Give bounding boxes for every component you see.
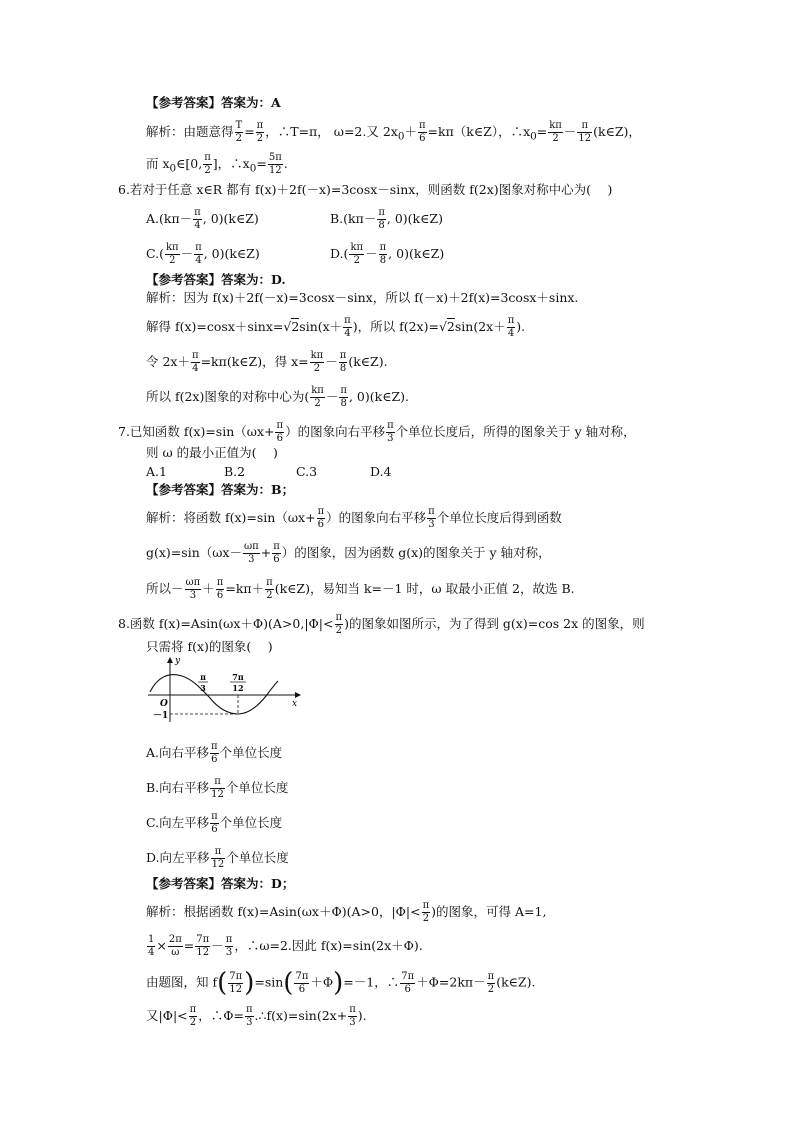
- q6-option-d: D.( $\frac{k\pi}{2}$ － $\frac{\pi}{8}$ , 0)(k∈Z): [330, 242, 445, 266]
- q8-option-a: A.向右平移 $\frac{\pi}{6}$ 个单位长度: [146, 741, 283, 765]
- q6-stem: 6.若对于任意 x∈R 都有 f(x)＋2f(－x)=3cosx－sinx，则函数 f(2x)图象对称中心为( ): [118, 182, 613, 197]
- q8-option-b: B.向右平移 $\frac{\pi}{12}$ 个单位长度: [146, 776, 289, 800]
- q6-explanation-1: 解析：因为 f(x)＋2f(－x)=3cosx－sinx，所以 f(－x)＋2f(x)=3cosx＋sinx.: [146, 290, 579, 305]
- q7-explanation-1: 解析：将函数 f(x)=sin（ωx+ $\frac{\pi}{6}$ ）的图象向右平移 $\frac{\pi}{3}$ 个单位长度后得到函数: [146, 506, 562, 530]
- q7-explanation-2: g(x)=sin（ωx－ $\frac{\omega\pi}{3}$ + $\frac{\pi}{6}$ ）的图象，因为函数 g(x)的图象关于 y 轴对称，: [146, 541, 551, 565]
- tick-minus-one: －1: [153, 711, 169, 721]
- q8-explanation-4: 又|Φ|< $\frac{\pi}{2}$ ，∴Φ= $\frac{\pi}{3}$ .∴f(x)=sin(2x+ $\frac{\pi}{3}$ ).: [146, 1004, 367, 1028]
- tick-7pi-12-num: 7π: [232, 672, 244, 682]
- q6-answer: 【参考答案】答案为：D.: [146, 272, 286, 287]
- q6-explanation-2: 解得 f(x)=cosx＋sinx=√2sin(x＋ $\frac{\pi}{4}$ )，所以 f(2x)=√2sin(2x＋ $\frac{\pi}{4}$ ).: [146, 315, 526, 339]
- q6-explanation-4: 所以 f(2x)图象的对称中心为( $\frac{k\pi}{2}$ － $\frac{\pi}{8}$ , 0)(k∈Z).: [146, 385, 409, 409]
- q6-option-b: B.(kπ－ $\frac{\pi}{8}$ , 0)(k∈Z): [330, 207, 443, 231]
- q7-option-c: C.3: [296, 464, 318, 479]
- q7-option-d: D.4: [370, 464, 392, 479]
- q7-explanation-3: 所以－ $\frac{\omega\pi}{3}$ ＋ $\frac{\pi}{6}$ =kπ＋ $\frac{\pi}{2}$ (k∈Z)，易知当 k=－1 时，ω 取最小正值 2，故选 B.: [146, 577, 575, 601]
- tick-7pi-12-den: 12: [232, 683, 244, 693]
- q5-explanation-1: 解析：由题意得 $\frac{T}{2}$ = $\frac{\pi}{2}$ ，∴T=π， ω=2.又 $2x_0+$ $\frac{\pi}{6}$ =kπ（k∈Z），$\therefore x_0=$ $\frac{k\pi}{2}$ － $\frac{\pi}{12}$ (k∈Z)，: [146, 120, 641, 144]
- q8-graph: [140, 652, 310, 728]
- q7-stem-2: 则 ω 的最小正值为( ): [146, 445, 278, 460]
- sine-curve: [150, 675, 278, 714]
- x-axis-label: x: [292, 699, 298, 709]
- q7-option-a: A.1: [146, 464, 167, 479]
- q6-option-a: A.(kπ－ $\frac{\pi}{4}$ , 0)(k∈Z): [146, 207, 259, 231]
- q5-answer: 【参考答案】答案为：A: [146, 95, 281, 110]
- q8-explanation-3: 由题图，知 f( $\frac{7\pi}{12}$ )=sin( $\frac{7\pi}{6}$ ＋Φ)=－1，∴ $\frac{7\pi}{6}$ ＋Φ=2kπ－ $\frac{\pi}{2}$ (k∈Z).: [146, 968, 536, 998]
- q8-option-d: D.向左平移 $\frac{\pi}{12}$ 个单位长度: [146, 846, 289, 870]
- tick-pi-3-den: 3: [200, 683, 206, 693]
- q8-option-c: C.向左平移 $\frac{\pi}{6}$ 个单位长度: [146, 811, 283, 835]
- q6-explanation-3: 令 2x＋ $\frac{\pi}{4}$ =kπ(k∈Z)，得 x= $\frac{k\pi}{2}$ － $\frac{\pi}{8}$ (k∈Z).: [146, 350, 388, 374]
- q8-stem-2: 只需将 f(x)的图象( ): [146, 639, 273, 654]
- q8-answer: 【参考答案】答案为：D；: [146, 876, 295, 891]
- q8-explanation-1: 解析：根据函数 f(x)=Asin(ωx＋Φ)(A>0，|Φ|< $\frac{\pi}{2}$ )的图象，可得 A=1,: [146, 900, 547, 924]
- q7-option-b: B.2: [224, 464, 246, 479]
- y-axis-label: y: [175, 656, 181, 666]
- q5-explanation-2: 而 $x_0\in[0$, $\frac{\pi}{2}$ ]，$\therefore x_0=$ $\frac{5\pi}{12}$ .: [146, 152, 288, 176]
- q7-stem-1: 7.已知函数 f(x)=sin（ωx+ $\frac{\pi}{6}$ ）的图象向右平移 $\frac{\pi}{3}$ 个单位长度后，所得的图象关于 y 轴对称，: [118, 420, 636, 444]
- q7-answer: 【参考答案】答案为：B；: [146, 482, 295, 497]
- q8-explanation-2: $\frac{1}{4}$ × $\frac{2\pi}{\omega}$ = $\frac{7\pi}{12}$ － $\frac{\pi}{3}$ ，∴ω=2.因此 f(x)=sin(2x＋Φ).: [148, 934, 423, 958]
- q6-option-c: C.( $\frac{k\pi}{2}$ － $\frac{\pi}{4}$ , 0)(k∈Z): [146, 242, 260, 266]
- origin-label: O: [160, 699, 168, 709]
- q8-stem-1: 8.函数 f(x)=Asin(ωx＋Φ)(A>0,|Φ|< $\frac{\pi}{2}$ )的图象如图所示，为了得到 g(x)=cos 2x 的图象，则: [118, 612, 645, 636]
- tick-pi-3-num: π: [200, 672, 206, 682]
